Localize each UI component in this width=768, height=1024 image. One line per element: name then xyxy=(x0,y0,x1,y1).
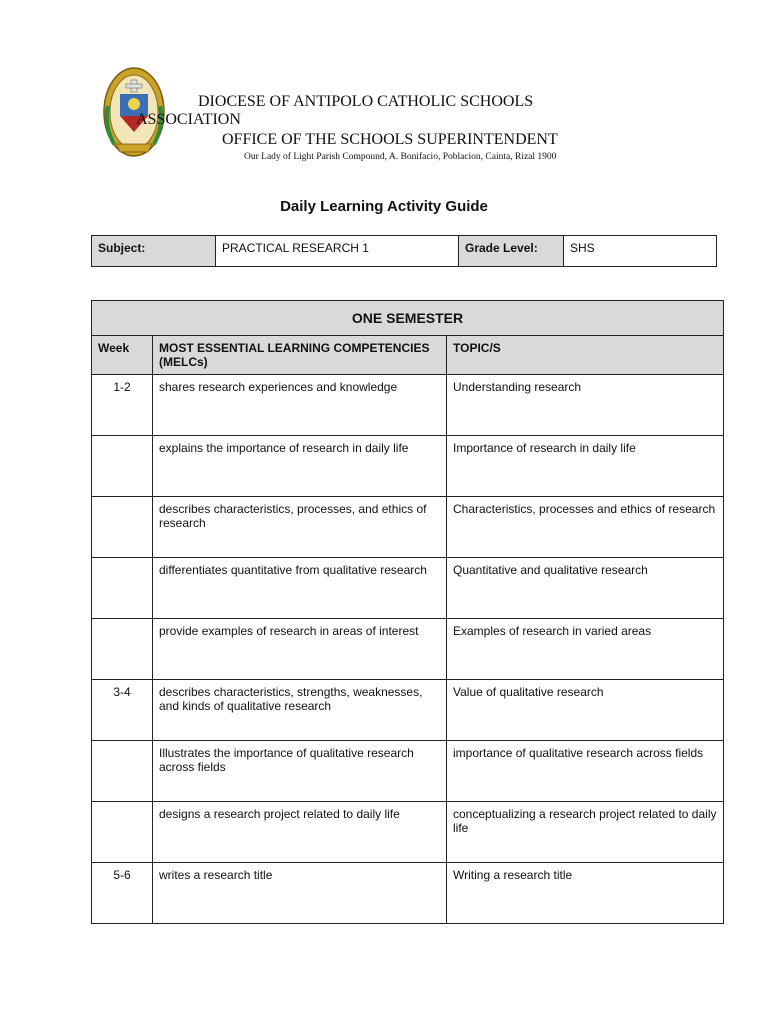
week-cell xyxy=(92,619,153,680)
melc-cell: shares research experiences and knowledge xyxy=(153,375,447,436)
week-cell: 1-2 xyxy=(92,375,153,436)
subject-info-table xyxy=(91,235,717,267)
subject-value: PRACTICAL RESEARCH 1 xyxy=(216,236,459,267)
melcs-header: MOST ESSENTIAL LEARNING COMPETENCIES (MELCs) xyxy=(153,336,447,375)
week-cell: 5-6 xyxy=(92,863,153,924)
topic-cell: Characteristics, processes and ethics of research xyxy=(447,497,724,558)
topic-cell: Writing a research title xyxy=(447,863,724,924)
topic-cell: importance of qualitative research across fields xyxy=(447,741,724,802)
page-title: Daily Learning Activity Guide xyxy=(280,198,488,215)
table-row xyxy=(92,802,724,863)
table-header-row xyxy=(92,336,724,375)
melc-cell: describes characteristics, processes, and ethics of research xyxy=(153,497,447,558)
topic-cell: conceptualizing a research project related to daily life xyxy=(447,802,724,863)
melc-cell: provide examples of research in areas of interest xyxy=(153,619,447,680)
melc-cell: differentiates quantitative from qualitative research xyxy=(153,558,447,619)
melc-cell: designs a research project related to daily life xyxy=(153,802,447,863)
grade-level-label: Grade Level: xyxy=(459,236,564,267)
table-row xyxy=(92,619,724,680)
table-row xyxy=(92,680,724,741)
melc-cell: describes characteristics, strengths, weaknesses, and kinds of qualitative research xyxy=(153,680,447,741)
header-line-1-cont: ASSOCIATION xyxy=(136,111,241,128)
semester-heading: ONE SEMESTER xyxy=(92,301,724,336)
week-cell xyxy=(92,436,153,497)
topic-cell: Understanding research xyxy=(447,375,724,436)
table-row xyxy=(92,375,724,436)
topic-cell: Value of qualitative research xyxy=(447,680,724,741)
header-address: Our Lady of Light Parish Compound, A. Bonifacio, Poblacion, Cainta, Rizal 1900 xyxy=(244,152,557,162)
subject-label: Subject: xyxy=(92,236,216,267)
table-row xyxy=(92,497,724,558)
table-row xyxy=(92,558,724,619)
melc-cell: explains the importance of research in daily life xyxy=(153,436,447,497)
table-row xyxy=(92,436,724,497)
melc-cell: writes a research title xyxy=(153,863,447,924)
melc-cell: Illustrates the importance of qualitative research across fields xyxy=(153,741,447,802)
grade-level-value: SHS xyxy=(564,236,717,267)
week-cell xyxy=(92,741,153,802)
week-cell: 3-4 xyxy=(92,680,153,741)
topic-cell: Examples of research in varied areas xyxy=(447,619,724,680)
topic-cell: Importance of research in daily life xyxy=(447,436,724,497)
header-line-1: DIOCESE OF ANTIPOLO CATHOLIC SCHOOLS xyxy=(198,93,534,110)
topic-cell: Quantitative and qualitative research xyxy=(447,558,724,619)
week-cell xyxy=(92,497,153,558)
table-row xyxy=(92,741,724,802)
header-line-2: OFFICE OF THE SCHOOLS SUPERINTENDENT xyxy=(222,131,558,148)
week-header: Week xyxy=(92,336,153,375)
table-row xyxy=(92,863,724,924)
melc-table xyxy=(91,300,724,924)
week-cell xyxy=(92,802,153,863)
week-cell xyxy=(92,558,153,619)
topics-header: TOPIC/S xyxy=(447,336,724,375)
